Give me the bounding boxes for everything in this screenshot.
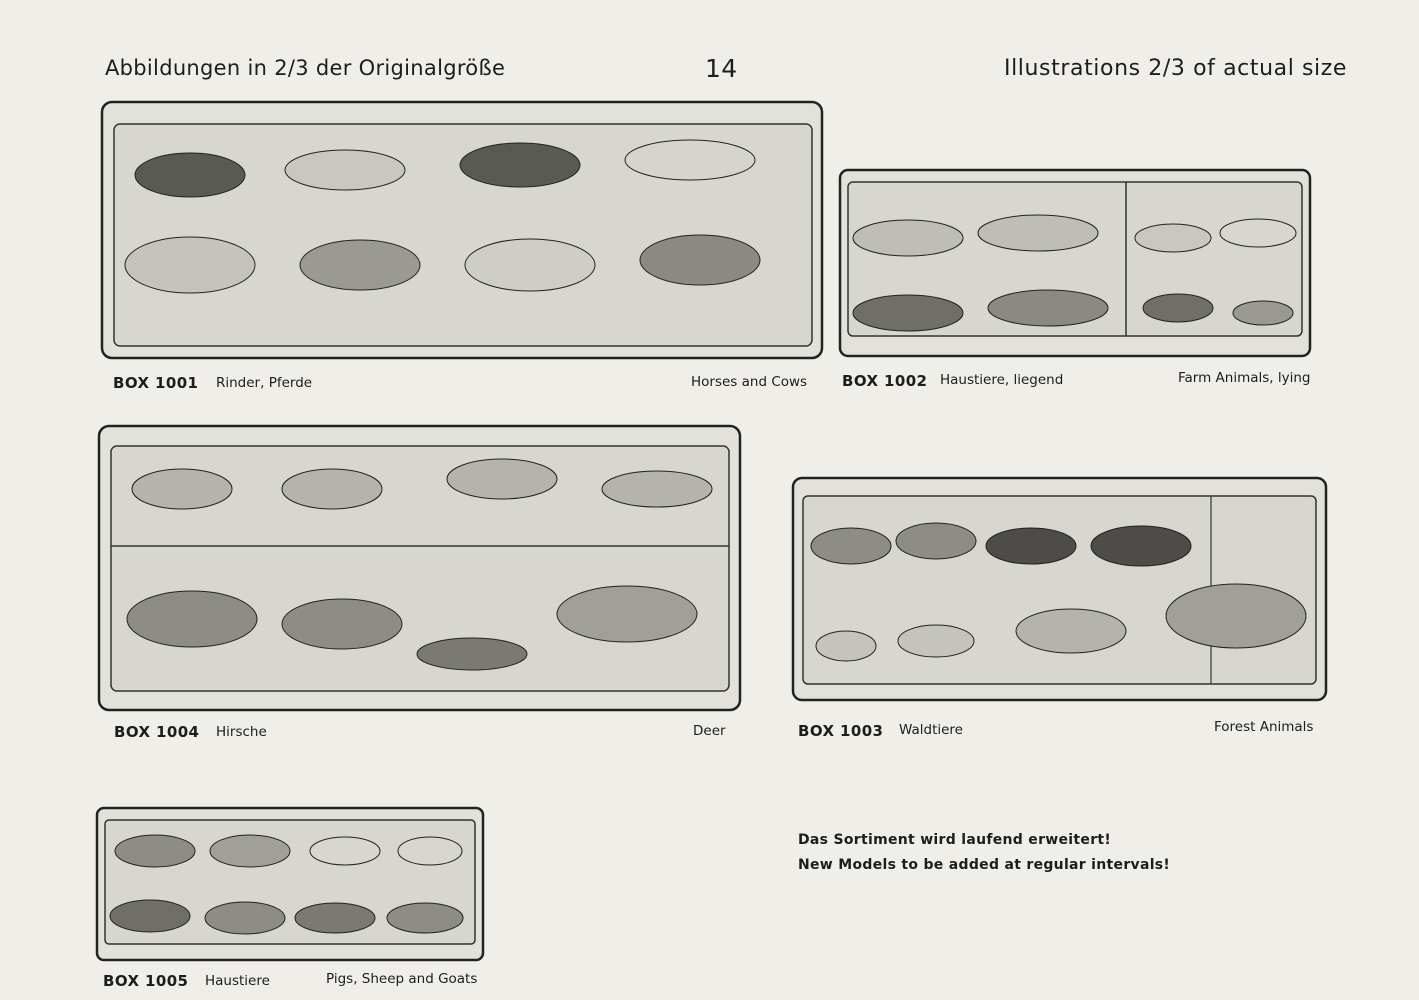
box-1003-english: Forest Animals [1214, 719, 1314, 735]
notice-line-german: Das Sortiment wird laufend erweitert! [798, 832, 1112, 848]
box-1004-english: Deer [693, 723, 726, 739]
box-1004-id: BOX 1004 [114, 723, 200, 741]
notice-line-english: New Models to be added at regular intervals! [798, 857, 1171, 873]
box-1005-id: BOX 1005 [103, 972, 189, 990]
box-1001-english: Horses and Cows [691, 374, 808, 390]
box-1002-id: BOX 1002 [842, 372, 928, 390]
box-1004-german: Hirsche [216, 724, 267, 740]
notice [798, 828, 1170, 878]
header-left-caption: Abbildungen in 2/3 der Originalgröße [105, 56, 506, 80]
box-1002-illustration [838, 168, 1312, 360]
box-1001-illustration [100, 100, 824, 362]
box-1005-english: Pigs, Sheep and Goats [326, 971, 478, 987]
box-1001-id: BOX 1001 [113, 374, 199, 392]
box-1003-illustration [791, 476, 1328, 704]
box-1005-illustration [95, 806, 485, 964]
box-1002-german: Haustiere, liegend [940, 372, 1064, 388]
box-1001-german: Rinder, Pferde [216, 375, 313, 391]
header-right-caption: Illustrations 2/3 of actual size [1004, 56, 1348, 81]
box-1004-illustration [97, 424, 742, 714]
box-1003-german: Waldtiere [899, 722, 963, 738]
box-1005-german: Haustiere [205, 973, 270, 989]
page-number: 14 [705, 54, 738, 83]
box-1003-id: BOX 1003 [798, 722, 884, 740]
box-1002-english: Farm Animals, lying [1178, 370, 1311, 386]
